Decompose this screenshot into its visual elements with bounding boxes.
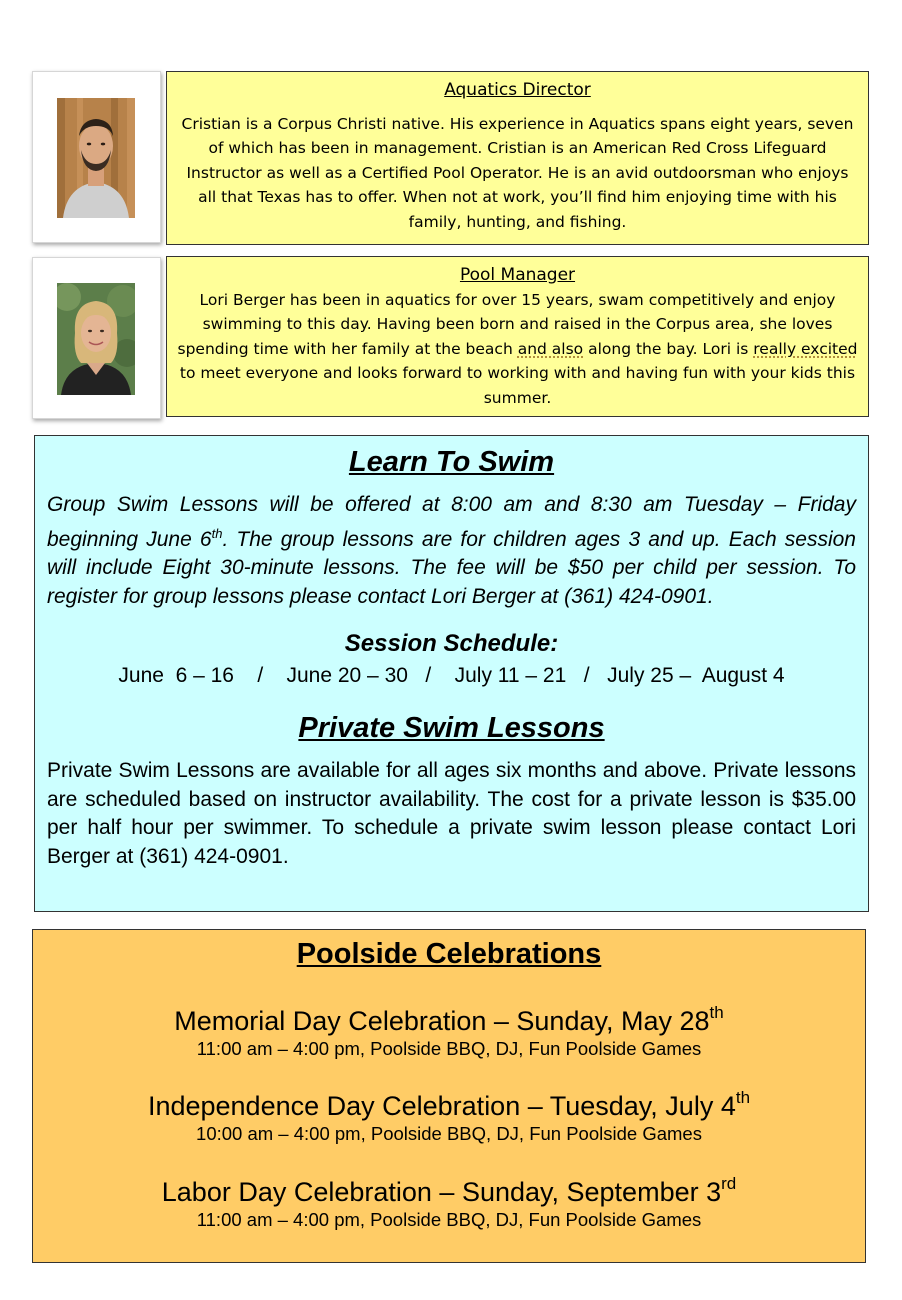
event-labor-day: [33, 1176, 865, 1232]
spellcheck-mark: and also: [517, 339, 584, 358]
aquatics-director-title: Aquatics Director: [444, 80, 591, 100]
event-title: Independence Day Celebration – Tuesday, July 4th: [147, 1088, 751, 1121]
director-photo: [57, 98, 135, 218]
pool-manager-bio: Lori Berger has been in aquatics for over 15 years, swam competitively and enjoy swimming to this day. Having been born and raised in the Corpus area, she loves spending time with her family at the beach and also along the bay. Lori is really excited to meet everyone and looks forward to working with and having fun with your kids this summer.: [177, 290, 858, 407]
celebrations-heading: Poolside Celebrations: [296, 938, 602, 970]
private-lessons-text: Private Swim Lessons are available for all ages six months and above. Private lessons are scheduled based on instructor availability. The cost for a private lesson is $35.00 per half hour per swimmer. To schedule a private swim lesson please contact Lori Berger at (361) 424-0901.: [47, 758, 856, 868]
event-memorial-day: [33, 1005, 865, 1061]
manager-photo: [57, 283, 135, 395]
pool-manager-box: [166, 256, 869, 417]
aquatics-director-bio: Cristian is a Corpus Christi native. His experience in Aquatics spans eight years, seven of which has been in management. Cristian is an American Red Cross Lifeguard Instructor as well as a Certified Pool Operator. He is an avid outdoorsman who enjoys all that Texas has to offer. When not at work, you’ll find him enjoying time with his family, hunting, and fishing.: [181, 114, 854, 231]
aquatics-director-box: [166, 71, 869, 245]
pool-manager-title: Pool Manager: [459, 265, 576, 285]
learn-to-swim-section: [34, 435, 869, 912]
director-photo-frame: [32, 71, 161, 243]
event-detail: 11:00 am – 4:00 pm, Poolside BBQ, DJ, Fun Poolside Games: [196, 1038, 702, 1059]
event-independence-day: [33, 1090, 865, 1146]
event-detail: 11:00 am – 4:00 pm, Poolside BBQ, DJ, Fun Poolside Games: [196, 1209, 702, 1230]
session-schedule-title: Session Schedule:: [344, 629, 559, 657]
event-detail: 10:00 am – 4:00 pm, Poolside BBQ, DJ, Fun Poolside Games: [196, 1123, 702, 1144]
group-lessons-text: Group Swim Lessons will be offered at 8:00 am and 8:30 am Tuesday – Friday beginning June 6th. The group lessons are for children ages 3 and up. Each session will include Eight 30-minute lessons. The fee will be $50 per child per session. To register for group lessons please contact Lori Berger at (361) 424-0901.: [47, 493, 856, 609]
spellcheck-mark: really excited: [753, 339, 858, 358]
poolside-celebrations-section: [32, 929, 866, 1263]
event-title: Labor Day Celebration – Sunday, September 3rd: [161, 1174, 737, 1207]
learn-to-swim-heading: Learn To Swim: [348, 446, 555, 478]
manager-photo-frame: [32, 257, 161, 419]
private-lessons-heading: Private Swim Lessons: [298, 711, 605, 744]
event-title: Memorial Day Celebration – Sunday, May 28th: [174, 1003, 724, 1036]
session-schedule-dates: June 6 – 16 / June 20 – 30 / July 11 – 21 / July 25 – August 4: [118, 663, 785, 687]
